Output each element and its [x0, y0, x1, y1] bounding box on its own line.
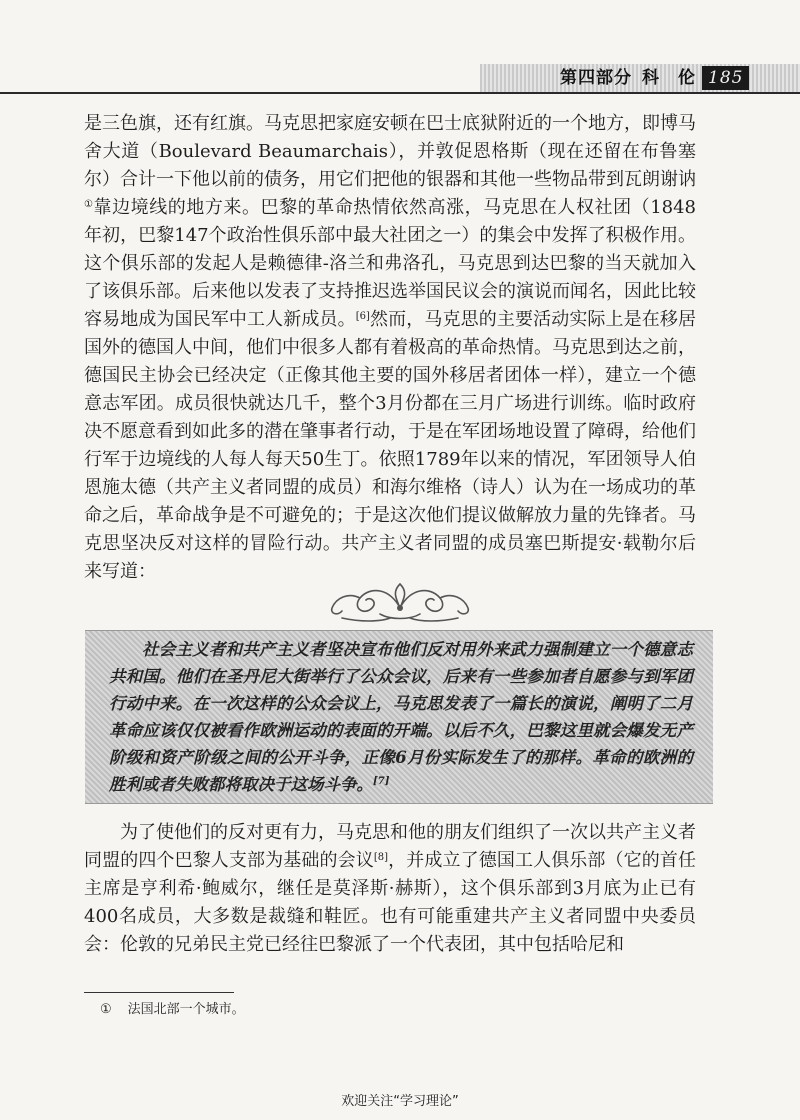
page-footer: 欢迎关注“学习理论”: [341, 1094, 459, 1109]
header-rule: [0, 92, 800, 94]
paragraph-2: 为了使他们的反对更有力，马克思和他的朋友们组织了一次以共产主义者同盟的四个巴黎人支部为基础的会议[8]，并成立了德国工人俱乐部（它的首任主席是亨利希·鲍威尔，继任是莫泽斯·赫斯），这个俱乐部到3月底为止已有400名成员，大多数是裁缝和鞋匠。也有可能重建共产主义者同盟中央委员会：伦敦的兄弟民主党已经往巴黎派了一个代表团，其中包括哈尼和: [84, 822, 697, 955]
main-text-block-2: [84, 819, 696, 959]
page-number: 185: [702, 66, 749, 90]
footnote-text: 法国北部一个城市。: [127, 1002, 245, 1017]
block-quote: 社会主义者和共产主义者坚决宣布他们反对用外来武力强制建立一个德意志共和国。他们在圣丹尼大街举行了公众会议，后来有一些参加者自愿参与到军团行动中来。在一次这样的公众会议上，马克思发表了一篇长的演说，阐明了二月革命应该仅仅被看作欧洲运动的表面的开端。以后不久，巴黎这里就会爆发无产阶级和资产阶级之间的公开斗争，正像6月份实际发生了的那样。革命的欧洲的胜利或者失败都将取决于这场斗争。[7]: [109, 640, 693, 794]
footnote: [100, 1000, 245, 1020]
floral-ornament-icon: [320, 578, 480, 626]
running-head: [560, 66, 749, 90]
main-text-block: [84, 110, 696, 586]
footnote-mark: ①: [100, 1002, 112, 1017]
paragraph-1: 是三色旗，还有红旗。马克思把家庭安顿在巴士底狱附近的一个地方，即博马舍大道（Boulevard Beaumarchais），并敦促恩格斯（现在还留在布鲁塞尔）合计一下他以前的债务，用它们把他的银器和其他一些物品带到瓦朗谢讷①靠边境线的地方来。巴黎的革命热情依然高涨，马克思在人权社团（1848年初，巴黎147个政治性俱乐部中最大社团之一）的集会中发挥了积极作用。这个俱乐部的发起人是赖德律-洛兰和弗洛孔，马克思到达巴黎的当天就加入了该俱乐部。后来他以发表了支持推迟选举国民议会的演说而闻名，因此比较容易地成为国民军中工人新成员。[6]然而，马克思的主要活动实际上是在移居国外的德国人中间，他们中很多人都有着极高的革命热情。马克思到达之前，德国民主协会已经决定（正像其他主要的国外移居者团体一样），建立一个德意志军团。成员很快就达几千，整个3月份都在三月广场进行训练。临时政府决不愿意看到如此多的潜在肇事者行动，于是在军团场地设置了障碍，给他们行军于边境线的人每人每天50生丁。依照1789年以来的情况，军团领导人伯恩施太德（共产主义者同盟的成员）和海尔维格（诗人）认为在一场成功的革命之后，革命战争是不可避免的；于是这次他们提议做解放力量的先锋者。马克思坚决反对这样的冒险行动。共产主义者同盟的成员塞巴斯提安·载勒尔后来写道：: [84, 113, 697, 582]
running-head-chapter: 科 伦: [642, 68, 696, 88]
citation-6[interactable]: [6]: [355, 311, 370, 322]
running-head-part: 第四部分: [560, 68, 632, 88]
footnote-reference[interactable]: ①: [84, 199, 94, 210]
footnote-rule: [84, 992, 234, 993]
citation-8[interactable]: [8]: [373, 852, 389, 863]
citation-7[interactable]: [7]: [373, 776, 390, 787]
